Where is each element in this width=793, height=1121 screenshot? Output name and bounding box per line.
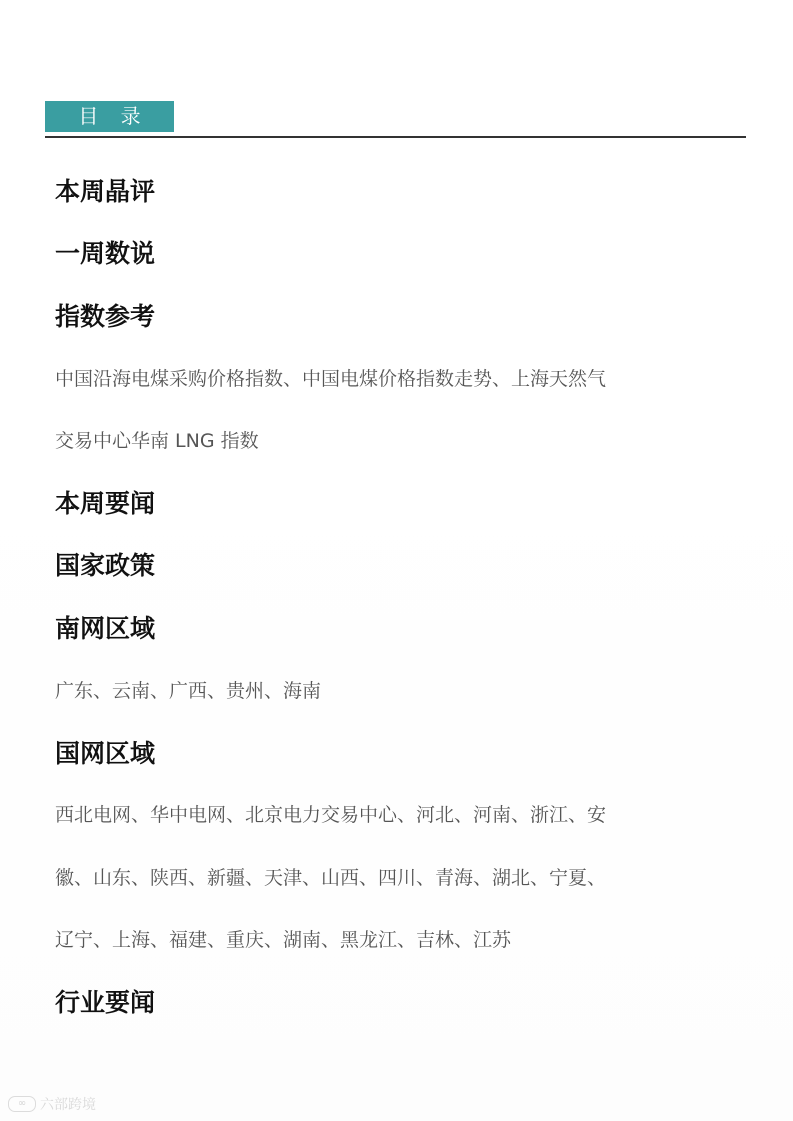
toc-sub-state-grid-line2: 徽、山东、陕西、新疆、天津、山西、四川、青海、湖北、宁夏、: [55, 867, 607, 889]
toc-heading-index-reference: 指数参考: [55, 302, 156, 331]
toc-heading-weekly-review: 本周晶评: [55, 177, 156, 206]
toc-divider: [45, 136, 746, 138]
toc-sub-state-grid-line3: 辽宁、上海、福建、重庆、湖南、黑龙江、吉林、江苏: [55, 929, 512, 951]
toc-sub-index-list-line1: 中国沿海电煤采购价格指数、中国电煤价格指数走势、上海天然气: [55, 368, 607, 390]
watermark-text: 六部跨境: [40, 1097, 96, 1113]
logo-icon: ∞: [8, 1096, 36, 1112]
toc-heading-weekly-news: 本周要闻: [55, 489, 156, 518]
toc-sub-index-list-line2: 交易中心华南 LNG 指数: [55, 430, 259, 452]
toc-heading-state-grid: 国网区域: [55, 739, 156, 768]
watermark: [8, 1094, 96, 1114]
toc-heading-southern-grid: 南网区域: [55, 614, 156, 643]
toc-heading-industry-news: 行业要闻: [55, 988, 156, 1017]
toc-sub-state-grid-line1: 西北电网、华中电网、北京电力交易中心、河北、河南、浙江、安: [55, 804, 607, 826]
toc-sub-southern-grid-regions: 广东、云南、广西、贵州、海南: [55, 680, 322, 702]
toc-heading-national-policy: 国家政策: [55, 551, 156, 580]
toc-header: [45, 101, 746, 138]
toc-title-box: 目 录: [45, 101, 174, 132]
toc-heading-weekly-data: 一周数说: [55, 239, 156, 268]
